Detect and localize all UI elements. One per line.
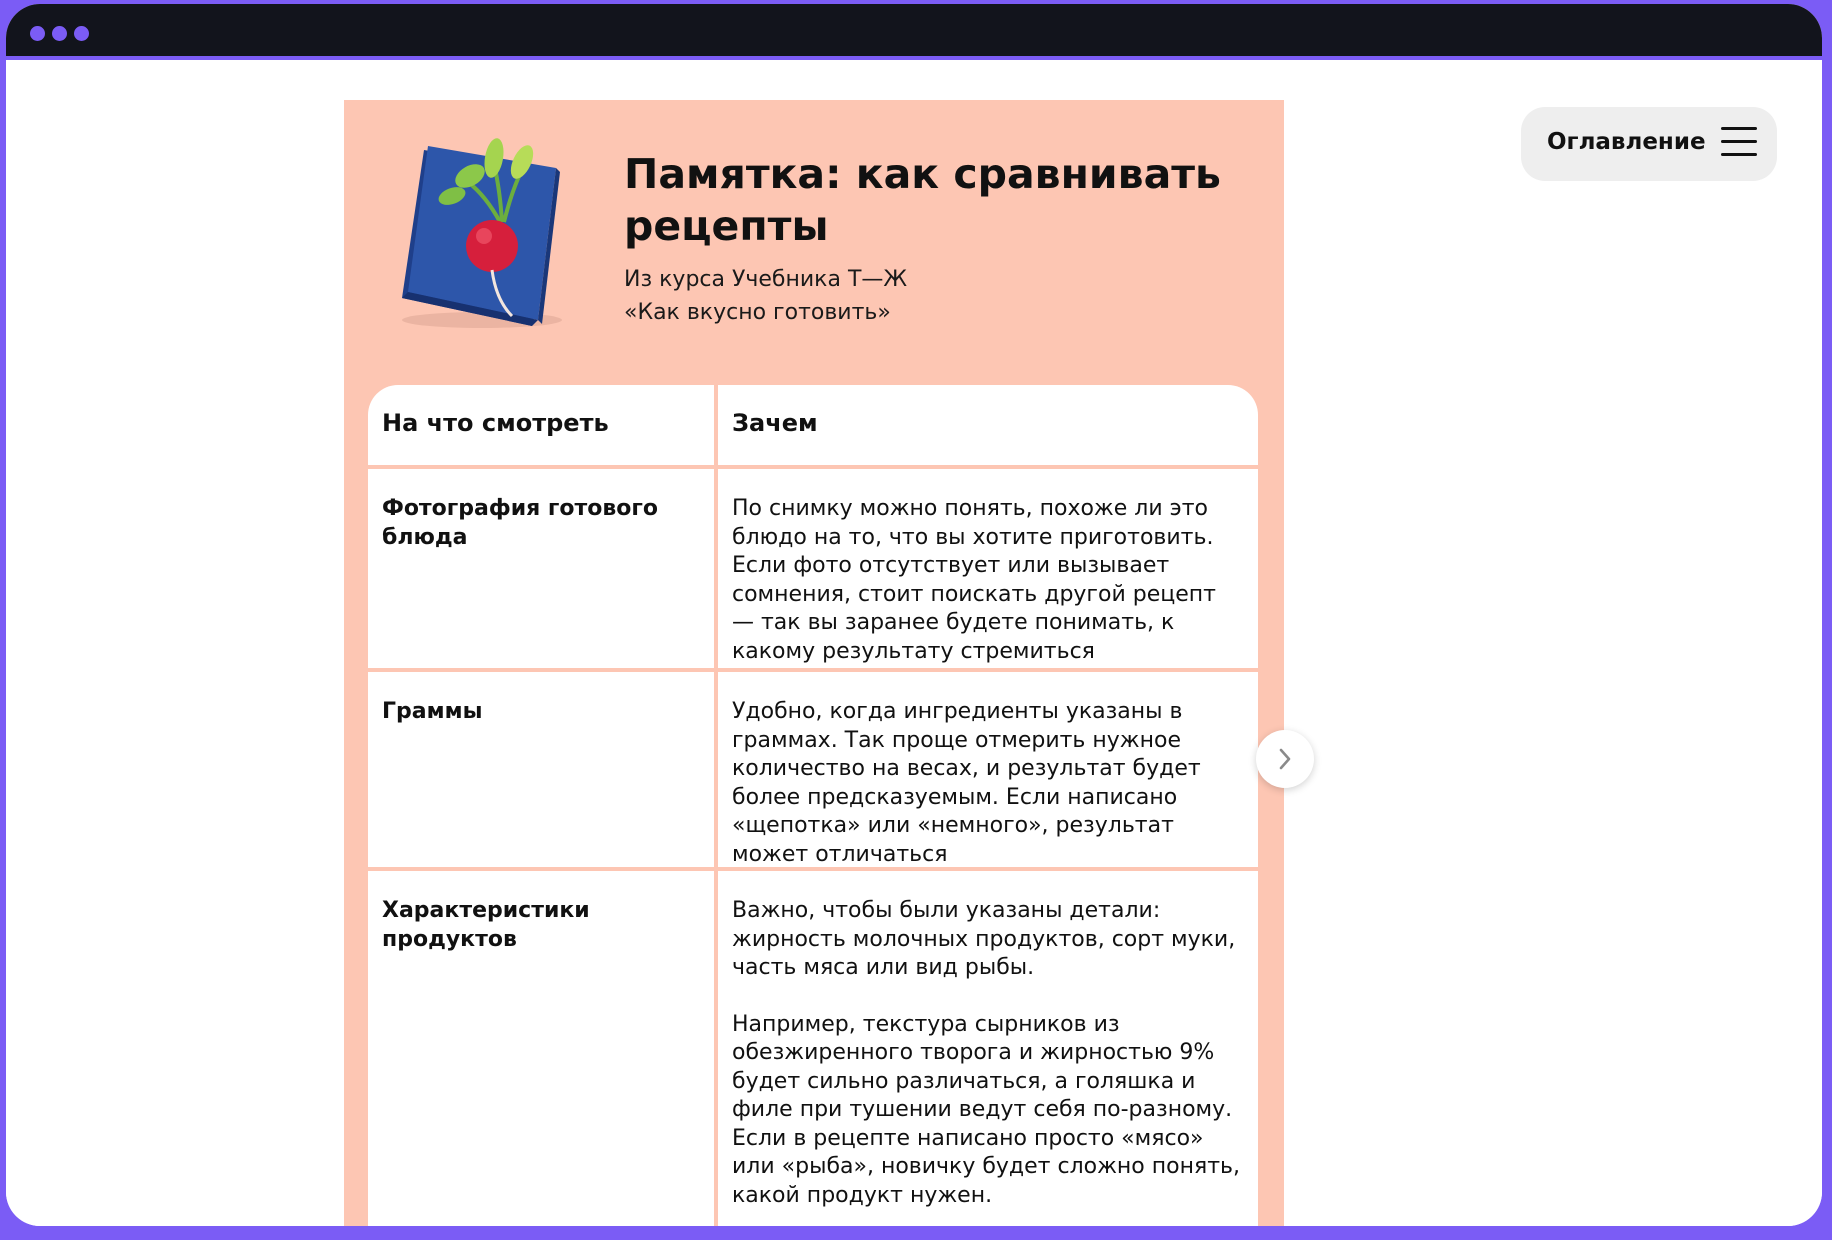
row-text-grams	[718, 672, 1258, 867]
course-subtitle	[624, 263, 1184, 329]
window-titlebar	[6, 4, 1822, 60]
hamburger-menu-icon	[1721, 127, 1757, 157]
row-name-grams: Граммы	[368, 672, 714, 867]
row-text-product-specs	[718, 871, 1258, 1226]
window-dot-icon[interactable]	[30, 26, 45, 41]
chevron-right-icon	[1274, 746, 1296, 772]
row-name-photo: Фотография готового блюда	[368, 469, 714, 668]
comparison-table	[368, 385, 1258, 1226]
row-text-photo	[718, 469, 1258, 668]
radish-on-book-image	[382, 130, 582, 340]
table-of-contents-button[interactable]	[1521, 107, 1777, 181]
page-content	[6, 60, 1822, 1226]
page-title: Памятка: как сравнивать рецепты	[624, 150, 1221, 250]
recipe-memo-card	[344, 100, 1284, 1226]
paragraph: Удобно, когда ингредиенты указаны в граммах. Так проще отмерить нужное количество на весах, и результат будет более предсказуемым. Если написано «щепотка» или «немного», результат может отличаться	[732, 699, 1201, 867]
window-dot-icon[interactable]	[74, 26, 89, 41]
column-header-what: На что смотреть	[368, 385, 714, 465]
row-name-product-specs: Характеристики продуктов	[368, 871, 714, 1226]
browser-window	[6, 4, 1822, 1226]
paragraph: Важно, чтобы были указаны детали: жирность молочных продуктов, сорт муки, часть мяса или вид рыбы.	[732, 898, 1236, 980]
scroll-next-button[interactable]	[1256, 730, 1314, 788]
window-dot-icon[interactable]	[52, 26, 67, 41]
subtitle-line: «Как вкусно готовить»	[624, 300, 891, 325]
column-header-why: Зачем	[718, 385, 1258, 465]
toc-label: Оглавление	[1547, 129, 1706, 155]
subtitle-line: Из курса Учебника Т—Ж	[624, 267, 908, 292]
paragraph: По снимку можно понять, похоже ли это блюдо на то, что вы хотите приготовить. Если фото отсутствует или вызывает сомнения, стоит поискать другой рецепт — так вы заранее будете понимать, к какому результату стремиться	[732, 496, 1216, 664]
paragraph: Например, текстура сырников из обезжиренного творога и жирностью 9% будет сильно различаться, а голяшка и филе при тушении ведут себя по-разному. Если в рецепте написано просто «мясо» или «рыба», новичку будет сложно понять, какой продукт нужен.	[732, 1011, 1240, 1208]
